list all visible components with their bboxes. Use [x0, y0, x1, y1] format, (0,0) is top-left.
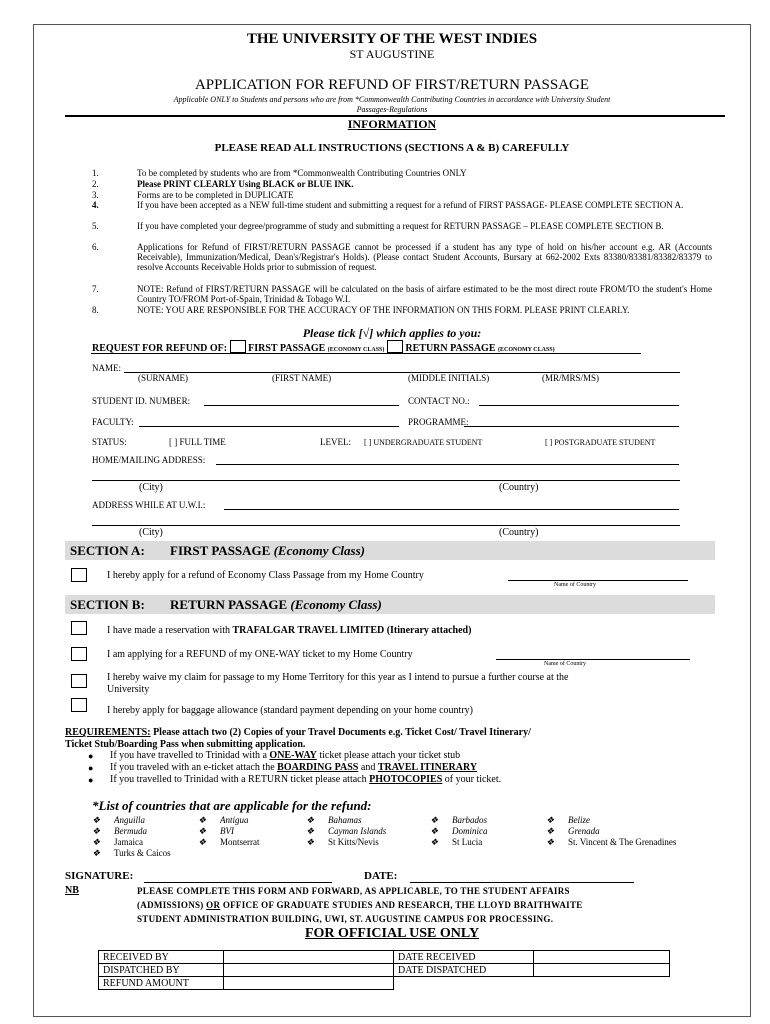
first-passage-label: FIRST PASSAGE	[248, 343, 326, 354]
requirements-line-1	[65, 727, 531, 738]
home-country-input-b[interactable]	[496, 659, 690, 660]
request-row	[92, 340, 555, 354]
tick-prompt: Please tick [√] which applies to you:	[302, 326, 482, 340]
nb-line-2-or: OR	[206, 900, 221, 910]
date-received-label: DATE RECEIVED	[394, 951, 534, 964]
first-passage-class: (ECONOMY CLASS)	[327, 347, 385, 353]
country-item: Turks & Caicos	[114, 848, 171, 858]
date-label: DATE:	[364, 870, 398, 882]
instruction-text: Applications for Refund of FIRST/RETURN PASSAGE cannot be processed if a student has any type of hold on his/her account e.g. AR (Accounts Receivable), Immunization/Medical, Dean's/Registrar's Holds). (Please contact Student Accounts, Bursary at 662-2002 Exts 83380/83381/83382/83379 to resolve Accounts Receivable Holds prior to submission of request.	[137, 242, 712, 272]
return-passage-label: RETURN PASSAGE	[405, 343, 496, 354]
surname-caption: (SURNAME)	[138, 373, 189, 383]
name-of-country-caption: Name of Country	[554, 582, 596, 588]
one-way-refund-checkbox[interactable]	[71, 647, 87, 661]
country-item: Grenada	[568, 826, 600, 836]
table-row	[99, 964, 670, 977]
country-bullet-icon: ❖	[430, 826, 439, 836]
first-passage-checkbox[interactable]	[230, 340, 246, 353]
name-of-country-caption: Name of Country	[544, 661, 586, 667]
section-a-item: I hereby apply for a refund of Economy Class Passage from my Home Country	[107, 570, 424, 581]
official-use-table	[98, 950, 670, 990]
baggage-allowance-checkbox[interactable]	[71, 698, 87, 712]
waive-claim-item-line-2: University	[107, 684, 150, 695]
programme-input[interactable]	[464, 426, 679, 427]
country-caption: (Country)	[499, 527, 539, 538]
country-bullet-icon: ❖	[198, 837, 207, 847]
nb-line-2-text: OFFICE OF GRADUATE STUDIES AND RESEARCH, THE LLOYD BRAITHWAITE	[220, 900, 583, 910]
official-use-heading: FOR OFFICIAL USE ONLY	[304, 926, 480, 941]
read-instructions: PLEASE READ ALL INSTRUCTIONS (SECTIONS A & B) CAREFULLY	[214, 142, 570, 154]
waive-claim-item-line-1: I hereby waive my claim for passage to my Home Territory for this year as I intend to pursue a further course at the	[107, 672, 569, 683]
instruction-text: Please PRINT CLEARLY Using BLACK or BLUE INK.	[137, 179, 354, 189]
received-by-label: RECEIVED BY	[99, 951, 224, 964]
country-bullet-icon: ❖	[92, 826, 101, 836]
uwi-address-label: ADDRESS WHILE AT U.W.I.:	[92, 500, 206, 510]
return-passage-class: (ECONOMY CLASS)	[498, 347, 555, 353]
country-item: Bermuda	[114, 826, 147, 836]
country-bullet-icon: ❖	[430, 815, 439, 825]
instruction-text: Forms are to be completed in DUPLICATE	[137, 190, 294, 200]
nb-line-1: PLEASE COMPLETE THIS FORM AND FORWARD, AS APPLICABLE, TO THE STUDENT AFFAIRS	[137, 886, 570, 896]
requirements-line-2: Ticket Stub/Boarding Pass when submitting application.	[65, 739, 306, 750]
country-item: BVI	[220, 826, 234, 836]
requirement-key: BOARDING PASS	[277, 762, 359, 773]
contact-input[interactable]	[479, 405, 679, 406]
middle-initials-caption: (MIDDLE INITIALS)	[408, 373, 490, 383]
countries-heading: *List of countries that are applicable for the refund:	[92, 798, 372, 813]
home-address-input-2[interactable]	[92, 480, 680, 481]
section-b-label: SECTION B:	[70, 597, 145, 612]
country-bullet-icon: ❖	[306, 826, 315, 836]
date-input[interactable]	[410, 882, 634, 883]
form-title: APPLICATION FOR REFUND OF FIRST/RETURN PASSAGE	[194, 77, 590, 93]
country-item: Montserrat	[220, 837, 260, 847]
empty-cell	[534, 977, 670, 990]
instruction-text: If you have completed your degree/programme of study and submitting a request for RETURN PASSAGE – PLEASE COMPLETE SECTION B.	[137, 221, 664, 231]
full-time-option[interactable]: [ ] FULL TIME	[169, 437, 226, 447]
country-item: Cayman Islands	[328, 826, 387, 836]
uwi-address-input[interactable]	[224, 509, 679, 510]
waive-claim-checkbox[interactable]	[71, 674, 87, 688]
trafalgar-checkbox[interactable]	[71, 621, 87, 635]
country-bullet-icon: ❖	[306, 815, 315, 825]
section-a-label: SECTION A:	[70, 543, 145, 558]
requirement-text: of your ticket.	[442, 774, 502, 785]
country-bullet-icon: ❖	[546, 826, 555, 836]
section-a-subtitle: (Economy Class)	[273, 543, 365, 558]
country-item: St Lucia	[452, 837, 483, 847]
section-a-header	[65, 541, 715, 560]
home-country-input[interactable]	[508, 580, 688, 581]
instruction-text: If you have been accepted as a NEW full-time student and submitting a request for a refund of FIRST PASSAGE- PLEASE COMPLETE SECTION A.	[137, 200, 684, 210]
requirement-key: TRAVEL ITINERARY	[377, 762, 478, 773]
requirement-e-ticket	[110, 762, 477, 773]
bullet-icon: ●	[88, 751, 94, 761]
bullet-icon: ●	[88, 775, 94, 785]
instruction-number: 6.	[92, 242, 99, 252]
section-a-title: FIRST PASSAGE	[170, 543, 271, 558]
refund-amount-label: REFUND AMOUNT	[99, 977, 224, 990]
student-id-label: STUDENT ID. NUMBER:	[92, 396, 191, 406]
nb-label: NB	[65, 885, 79, 896]
instruction-number: 2.	[92, 179, 99, 189]
nb-line-2	[137, 900, 583, 910]
campus-name: ST AUGUSTINE	[349, 47, 435, 61]
one-way-refund-item: I am applying for a REFUND of my ONE-WAY ticket to my Home Country	[107, 649, 413, 660]
instruction-number: 8.	[92, 305, 99, 315]
instruction-number: 7.	[92, 284, 99, 294]
uwi-address-input-2[interactable]	[92, 525, 680, 526]
country-item: St. Vincent & The Grenadines	[568, 837, 677, 847]
applicability-line-2: Passages-Regulations	[356, 105, 428, 114]
country-item: Antigua	[220, 815, 249, 825]
programme-label: PROGRAMME:	[408, 417, 469, 427]
form-page	[33, 24, 751, 1017]
country-item: St Kitts/Nevis	[328, 837, 379, 847]
country-bullet-icon: ❖	[92, 837, 101, 847]
country-bullet-icon: ❖	[198, 826, 207, 836]
country-item: Bahamas	[328, 815, 362, 825]
undergraduate-option[interactable]: [ ] UNDERGRADUATE STUDENT	[364, 438, 483, 447]
home-address-label: HOME/MAILING ADDRESS:	[92, 455, 206, 465]
country-bullet-icon: ❖	[92, 815, 101, 825]
bullet-icon: ●	[88, 763, 94, 773]
level-label: LEVEL:	[320, 437, 351, 447]
home-address-input[interactable]	[216, 464, 679, 465]
requirement-one-way	[110, 750, 460, 761]
requirement-text: If you have travelled to Trinidad with a	[110, 750, 270, 761]
country-item: Barbados	[452, 815, 488, 825]
instruction-number: 5.	[92, 221, 99, 231]
date-dispatched-label: DATE DISPATCHED	[394, 964, 534, 977]
country-item: Anguilla	[114, 815, 145, 825]
country-item: Belize	[568, 815, 590, 825]
requirements-text: Please attach two (2) Copies of your Travel Documents e.g. Ticket Cost/ Travel Itinerary/	[150, 727, 531, 738]
baggage-allowance-item: I hereby apply for baggage allowance (standard payment depending on your home country)	[107, 705, 473, 716]
country-caption: (Country)	[499, 482, 539, 493]
requirement-key: PHOTOCOPIES	[369, 774, 443, 785]
signature-input[interactable]	[144, 882, 332, 883]
country-bullet-icon: ❖	[306, 837, 315, 847]
country-bullet-icon: ❖	[546, 837, 555, 847]
instruction-number: 4.	[92, 200, 99, 210]
table-row	[99, 977, 670, 990]
refund-amount-value[interactable]	[224, 977, 394, 990]
name-label: NAME:	[92, 363, 121, 373]
first-name-caption: (FIRST NAME)	[272, 373, 332, 383]
city-caption: (City)	[139, 527, 163, 538]
student-id-input[interactable]	[204, 405, 399, 406]
nb-line-3: STUDENT ADMINISTRATION BUILDING, UWI, ST. AUGUSTINE CAMPUS FOR PROCESSING.	[137, 914, 554, 924]
applicability-line-1: Applicable ONLY to Students and persons who are from *Commonwealth Contributing Countries in accordance with University Student	[173, 95, 611, 104]
country-item: Jamaica	[114, 837, 143, 847]
trafalgar-item-text: I have made a reservation with	[107, 625, 233, 636]
instruction-text: To be completed by students who are from *Commonwealth Contributing Countries ONLY	[137, 168, 467, 178]
university-name: THE UNIVERSITY OF THE WEST INDIES	[246, 31, 538, 47]
contact-label: CONTACT NO.:	[408, 396, 470, 406]
requirement-text: If you traveled with an e-ticket attach the	[110, 762, 278, 773]
trafalgar-item-emphasis: TRAFALGAR TRAVEL LIMITED (Itinerary attached)	[232, 625, 472, 636]
signature-label: SIGNATURE:	[65, 870, 134, 882]
country-bullet-icon: ❖	[92, 848, 101, 858]
requirement-text: If you travelled to Trinidad with a RETURN ticket please attach	[110, 774, 370, 785]
return-passage-checkbox[interactable]	[387, 340, 403, 353]
instruction-number: 3.	[92, 190, 99, 200]
instruction-number: 1.	[92, 168, 99, 178]
title-caption: (MR/MRS/MS)	[542, 373, 600, 383]
dispatched-by-label: DISPATCHED BY	[99, 964, 224, 977]
requirement-text: ticket please attach your ticket stub	[316, 750, 461, 761]
request-label: REQUEST FOR REFUND OF:	[92, 343, 228, 354]
date-received-value[interactable]	[534, 951, 670, 964]
empty-cell	[394, 977, 534, 990]
nb-line-2-text: (ADMISSIONS)	[137, 900, 207, 910]
faculty-label: FACULTY:	[92, 417, 134, 427]
country-bullet-icon: ❖	[198, 815, 207, 825]
requirements-label: REQUIREMENTS:	[65, 727, 151, 738]
requirement-return	[110, 774, 501, 785]
trafalgar-item	[107, 625, 471, 636]
dispatched-by-value[interactable]	[224, 964, 394, 977]
section-a-checkbox[interactable]	[71, 568, 87, 582]
instruction-text: NOTE: Refund of FIRST/RETURN PASSAGE will be calculated on the basis of airfare estimated to be the most direct route FROM/TO the student's Home Country TO/FROM Port-of-Spain, Trinidad & Tobago W.I.	[137, 284, 712, 304]
section-b-subtitle: (Economy Class)	[290, 597, 382, 612]
faculty-input[interactable]	[139, 426, 399, 427]
country-bullet-icon: ❖	[430, 837, 439, 847]
information-heading: INFORMATION	[347, 117, 437, 131]
section-b-title: RETURN PASSAGE	[170, 597, 288, 612]
city-caption: (City)	[139, 482, 163, 493]
request-underline	[91, 353, 641, 354]
requirement-text: and	[358, 762, 378, 773]
section-b-header	[65, 595, 715, 614]
status-label: STATUS:	[92, 437, 127, 447]
instruction-text: NOTE: YOU ARE RESPONSIBLE FOR THE ACCURACY OF THE INFORMATION ON THIS FORM. PLEASE PRINT CLEARLY.	[137, 305, 630, 315]
country-bullet-icon: ❖	[546, 815, 555, 825]
date-dispatched-value[interactable]	[534, 964, 670, 977]
requirement-key: ONE-WAY	[269, 750, 317, 761]
table-row	[99, 951, 670, 964]
country-item: Dominica	[452, 826, 488, 836]
postgraduate-option[interactable]: [ ] POSTGRADUATE STUDENT	[545, 438, 656, 447]
received-by-value[interactable]	[224, 951, 394, 964]
